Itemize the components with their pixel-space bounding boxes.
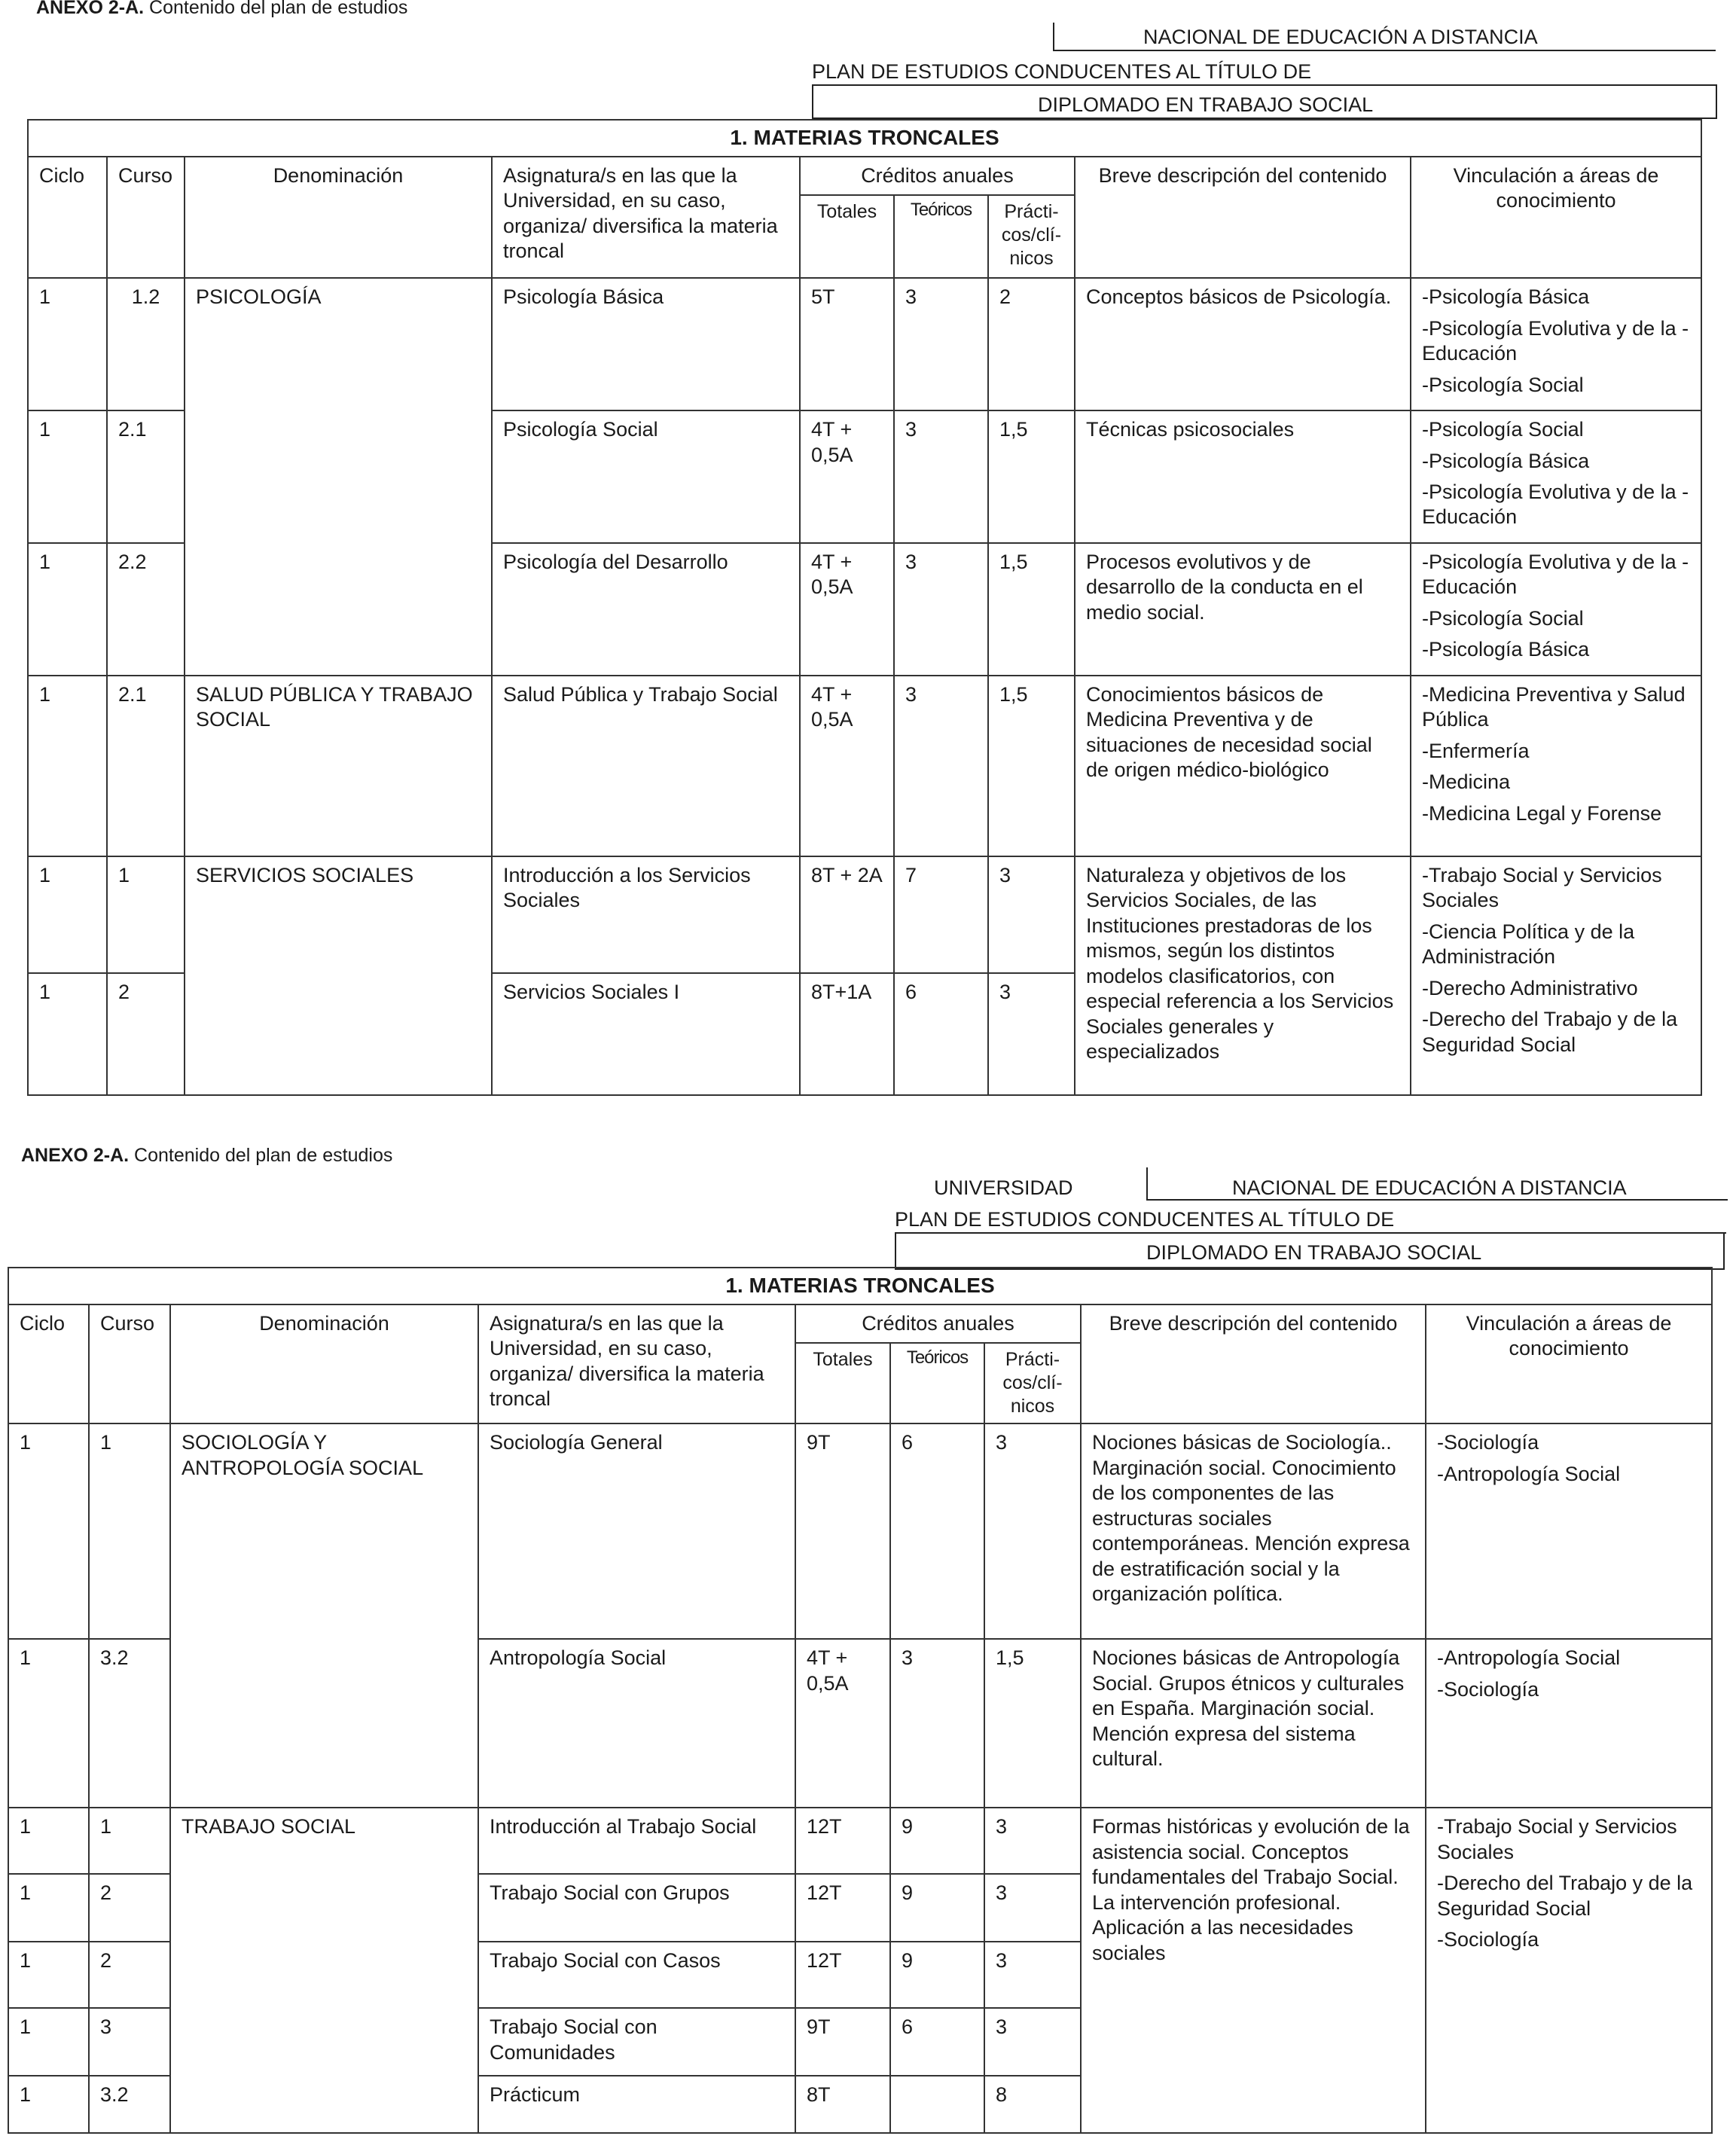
- cell-practicos: 1,5: [984, 1639, 1081, 1808]
- cell-ciclo: 1: [28, 856, 107, 973]
- cell-asignatura: Antropología Social: [478, 1639, 795, 1808]
- cell-practicos: 1,5: [988, 543, 1075, 676]
- cell-totales: 4T + 0,5A: [800, 676, 894, 856]
- cell-totales: 12T: [795, 1808, 890, 1874]
- cell-areas: [1411, 278, 1701, 410]
- cell-denominacion: PSICOLOGÍA: [185, 278, 492, 676]
- table-row: [8, 1423, 1712, 1639]
- cell-descripcion: Nociones básicas de Sociología.. Marginación social. Conocimiento de los componentes de las estructuras sociales contemporáneas. Mención expresa de estratificación social y la organización política.: [1081, 1423, 1426, 1639]
- cell-practicos: 3: [988, 856, 1075, 973]
- cell-asignatura: Introducción al Trabajo Social: [478, 1808, 795, 1874]
- cell-ciclo: 1: [8, 2076, 89, 2133]
- cell-denominacion: SALUD PÚBLICA Y TRABAJO SOCIAL: [185, 676, 492, 856]
- header-practicos: Prácti-cos/clí-nicos: [984, 1343, 1081, 1423]
- cell-teoricos: 3: [894, 278, 988, 410]
- header-asignaturas: Asignatura/s en las que la Universidad, en su caso, organiza/ diversifica la materia troncal: [478, 1304, 795, 1423]
- annex-heading: [21, 1145, 392, 1167]
- table-title: 1. MATERIAS TRONCALES: [8, 1268, 1712, 1304]
- cell-ciclo: 1: [8, 1639, 89, 1808]
- cell-teoricos: 3: [894, 676, 988, 856]
- degree-value: DIPLOMADO EN TRABAJO SOCIAL: [1038, 93, 1374, 116]
- cell-teoricos: 9: [890, 1874, 984, 1942]
- cell-descripcion: Técnicas psicosociales: [1075, 410, 1411, 543]
- cell-areas: [1426, 1639, 1712, 1808]
- cell-curso: 2: [89, 1874, 170, 1942]
- cell-teoricos: 3: [890, 1639, 984, 1808]
- cell-descripcion: Formas históricas y evolución de la asistencia social. Conceptos fundamentales del Trabajo Social. La intervención profesional. Aplicación a las necesidades sociales: [1081, 1808, 1426, 2133]
- annex-caption: Contenido del plan de estudios: [129, 1145, 393, 1166]
- annex-caption: Contenido del plan de estudios: [144, 0, 408, 18]
- cell-curso: 2: [107, 973, 185, 1095]
- table-title: 1. MATERIAS TRONCALES: [28, 120, 1701, 157]
- cell-teoricos: 6: [894, 973, 988, 1095]
- header-creditos: Créditos anuales: [795, 1304, 1081, 1343]
- cell-curso: 2.1: [107, 676, 185, 856]
- table-row: [8, 1808, 1712, 1874]
- cell-teoricos: 9: [890, 1808, 984, 1874]
- university-label: UNIVERSIDAD: [934, 1176, 1073, 1199]
- table-row: [28, 676, 1701, 856]
- cell-ciclo: 1: [8, 2008, 89, 2076]
- cell-teoricos: 6: [890, 2008, 984, 2076]
- cell-curso: 1.2: [107, 278, 185, 410]
- cell-totales: 12T: [795, 1874, 890, 1942]
- plan-label: PLAN DE ESTUDIOS CONDUCENTES AL TÍTULO DE: [895, 1208, 1395, 1231]
- area-item: -Psicología Básica: [1422, 285, 1590, 309]
- cell-curso: 3.2: [89, 2076, 170, 2133]
- cell-areas: [1411, 676, 1701, 856]
- cell-practicos: 2: [988, 278, 1075, 410]
- cell-totales: 4T + 0,5A: [800, 543, 894, 676]
- header-ciclo: Ciclo: [28, 157, 107, 278]
- cell-totales: 8T: [795, 2076, 890, 2133]
- cell-totales: 9T: [795, 2008, 890, 2076]
- cell-teoricos: 3: [894, 410, 988, 543]
- cell-teoricos: [890, 2076, 984, 2133]
- area-item: -Medicina Preventiva y Salud Pública: [1422, 682, 1686, 731]
- area-item: -Psicología Básica: [1422, 449, 1590, 472]
- cell-descripcion: Conceptos básicos de Psicología.: [1075, 278, 1411, 410]
- header-asignaturas: Asignatura/s en las que la Universidad, en su caso, organiza/ diversifica la materia troncal: [492, 157, 800, 278]
- cell-asignatura: Trabajo Social con Grupos: [478, 1874, 795, 1942]
- area-item: -Medicina Legal y Forense: [1422, 801, 1662, 825]
- area-item: -Trabajo Social y Servicios Sociales: [1437, 1815, 1677, 1863]
- cell-totales: 8T+1A: [800, 973, 894, 1095]
- cell-practicos: 3: [984, 1942, 1081, 2008]
- area-item: -Antropología Social: [1437, 1646, 1621, 1670]
- cell-asignatura: Prácticum: [478, 2076, 795, 2133]
- cell-descripcion: Nociones básicas de Antropología Social. Grupos étnicos y culturales en España. Marginación social. Mención expresa del sistema cultural.: [1081, 1639, 1426, 1808]
- cell-ciclo: 1: [8, 1942, 89, 2008]
- header-denominacion: Denominación: [185, 157, 492, 278]
- cell-areas: [1426, 1808, 1712, 2133]
- cell-curso: 2.1: [107, 410, 185, 543]
- area-item: -Psicología Evolutiva y de la -Educación: [1422, 481, 1689, 529]
- cell-totales: 5T: [800, 278, 894, 410]
- cell-asignatura: Trabajo Social con Comunidades: [478, 2008, 795, 2076]
- table-row: [28, 856, 1701, 973]
- cell-curso: 3.2: [89, 1639, 170, 1808]
- header-creditos: Créditos anuales: [800, 157, 1075, 195]
- cell-asignatura: Psicología del Desarrollo: [492, 543, 800, 676]
- area-item: -Psicología Evolutiva y de la -Educación: [1422, 550, 1689, 599]
- cell-totales: 9T: [795, 1423, 890, 1639]
- cell-ciclo: 1: [28, 973, 107, 1095]
- header-ciclo: Ciclo: [8, 1304, 89, 1423]
- header-totales: Totales: [800, 195, 894, 278]
- header-vinculacion: Vinculación a áreas de conocimiento: [1426, 1304, 1712, 1423]
- cell-practicos: 3: [984, 1874, 1081, 1942]
- header-vinculacion: Vinculación a áreas de conocimiento: [1411, 157, 1701, 278]
- cell-teoricos: 7: [894, 856, 988, 973]
- area-item: -Derecho del Trabajo y de la Seguridad Social: [1422, 1008, 1678, 1056]
- header-teoricos: Teóricos: [894, 195, 988, 278]
- area-item: -Psicología Básica: [1422, 638, 1590, 661]
- header-denominacion: Denominación: [170, 1304, 478, 1423]
- cell-areas: [1411, 410, 1701, 543]
- cell-ciclo: 1: [28, 676, 107, 856]
- cell-areas: [1411, 856, 1701, 1095]
- cell-curso: 1: [107, 856, 185, 973]
- header-descripcion: Breve descripción del contenido: [1075, 157, 1411, 278]
- cell-denominacion: SERVICIOS SOCIALES: [185, 856, 492, 1095]
- university-value: NACIONAL DE EDUCACIÓN A DISTANCIA: [1232, 1176, 1627, 1199]
- cell-practicos: 8: [984, 2076, 1081, 2133]
- cell-practicos: 3: [984, 2008, 1081, 2076]
- cell-practicos: 3: [984, 1808, 1081, 1874]
- cell-practicos: 3: [988, 973, 1075, 1095]
- cell-asignatura: Salud Pública y Trabajo Social: [492, 676, 800, 856]
- cell-asignatura: Sociología General: [478, 1423, 795, 1639]
- area-item: -Sociología: [1437, 1928, 1539, 1951]
- area-item: -Ciencia Política y de la Administración: [1422, 920, 1635, 969]
- cell-totales: 12T: [795, 1942, 890, 2008]
- header-descripcion: Breve descripción del contenido: [1081, 1304, 1426, 1423]
- cell-asignatura: Psicología Social: [492, 410, 800, 543]
- cell-ciclo: 1: [8, 1808, 89, 1874]
- university-value: NACIONAL DE EDUCACIÓN A DISTANCIA: [1143, 26, 1538, 48]
- cell-practicos: 1,5: [988, 676, 1075, 856]
- degree-value: DIPLOMADO EN TRABAJO SOCIAL: [1146, 1241, 1482, 1264]
- header-totales: Totales: [795, 1343, 890, 1423]
- cell-areas: [1426, 1423, 1712, 1639]
- cell-teoricos: 3: [894, 543, 988, 676]
- cell-totales: 8T + 2A: [800, 856, 894, 973]
- header-curso: Curso: [107, 157, 185, 278]
- cell-descripcion: Naturaleza y objetivos de los Servicios Sociales, de las Instituciones prestadoras de los mismos, según los distintos modelos clasificatorios, con especial referencia a los Servicios Sociales generales y especializados: [1075, 856, 1411, 1095]
- cell-curso: 2: [89, 1942, 170, 2008]
- cell-denominacion: TRABAJO SOCIAL: [170, 1808, 478, 2133]
- plan-label: PLAN DE ESTUDIOS CONDUCENTES AL TÍTULO DE: [812, 60, 1312, 83]
- area-item: -Trabajo Social y Servicios Sociales: [1422, 863, 1662, 912]
- cell-teoricos: 6: [890, 1423, 984, 1639]
- header-practicos: Prácti-cos/clí-nicos: [988, 195, 1075, 278]
- cell-denominacion: SOCIOLOGÍA Y ANTROPOLOGÍA SOCIAL: [170, 1423, 478, 1808]
- area-item: -Psicología Social: [1422, 418, 1584, 441]
- area-item: -Derecho Administrativo: [1422, 976, 1638, 999]
- cell-descripcion: Conocimientos básicos de Medicina Preventiva y de situaciones de necesidad social de origen médico-biológico: [1075, 676, 1411, 856]
- area-item: -Psicología Social: [1422, 606, 1584, 630]
- area-item: -Enfermería: [1422, 739, 1530, 762]
- troncales-table-bottom: [8, 1267, 1713, 2134]
- area-item: -Sociología: [1437, 1431, 1539, 1454]
- cell-ciclo: 1: [8, 1423, 89, 1639]
- cell-curso: 2.2: [107, 543, 185, 676]
- cell-ciclo: 1: [28, 543, 107, 676]
- header-teoricos: Teóricos: [890, 1343, 984, 1423]
- cell-ciclo: 1: [8, 1874, 89, 1942]
- cell-curso: 1: [89, 1808, 170, 1874]
- annex-label: ANEXO 2-A.: [21, 1145, 130, 1166]
- annex-label: ANEXO 2-A.: [36, 0, 145, 18]
- cell-ciclo: 1: [28, 410, 107, 543]
- troncales-table-top: [27, 119, 1702, 1096]
- table-row: [28, 278, 1701, 410]
- area-item: -Psicología Evolutiva y de la -Educación: [1422, 316, 1689, 365]
- cell-asignatura: Psicología Básica: [492, 278, 800, 410]
- cell-ciclo: 1: [28, 278, 107, 410]
- cell-totales: 4T + 0,5A: [800, 410, 894, 543]
- area-item: -Antropología Social: [1437, 1462, 1621, 1485]
- cell-descripcion: Procesos evolutivos y de desarrollo de la conducta en el medio social.: [1075, 543, 1411, 676]
- cell-asignatura: Introducción a los Servicios Sociales: [492, 856, 800, 973]
- header-curso: Curso: [89, 1304, 170, 1423]
- area-item: -Sociología: [1437, 1677, 1539, 1701]
- cell-teoricos: 9: [890, 1942, 984, 2008]
- area-item: -Derecho del Trabajo y de la Seguridad Social: [1437, 1872, 1693, 1920]
- cell-asignatura: Trabajo Social con Casos: [478, 1942, 795, 2008]
- cell-curso: 1: [89, 1423, 170, 1639]
- cell-practicos: 3: [984, 1423, 1081, 1639]
- area-item: -Medicina: [1422, 770, 1511, 794]
- cell-curso: 3: [89, 2008, 170, 2076]
- cell-totales: 4T + 0,5A: [795, 1639, 890, 1808]
- cell-areas: [1411, 543, 1701, 676]
- cell-practicos: 1,5: [988, 410, 1075, 543]
- annex-heading: [36, 0, 407, 19]
- cell-asignatura: Servicios Sociales I: [492, 973, 800, 1095]
- area-item: -Psicología Social: [1422, 373, 1584, 396]
